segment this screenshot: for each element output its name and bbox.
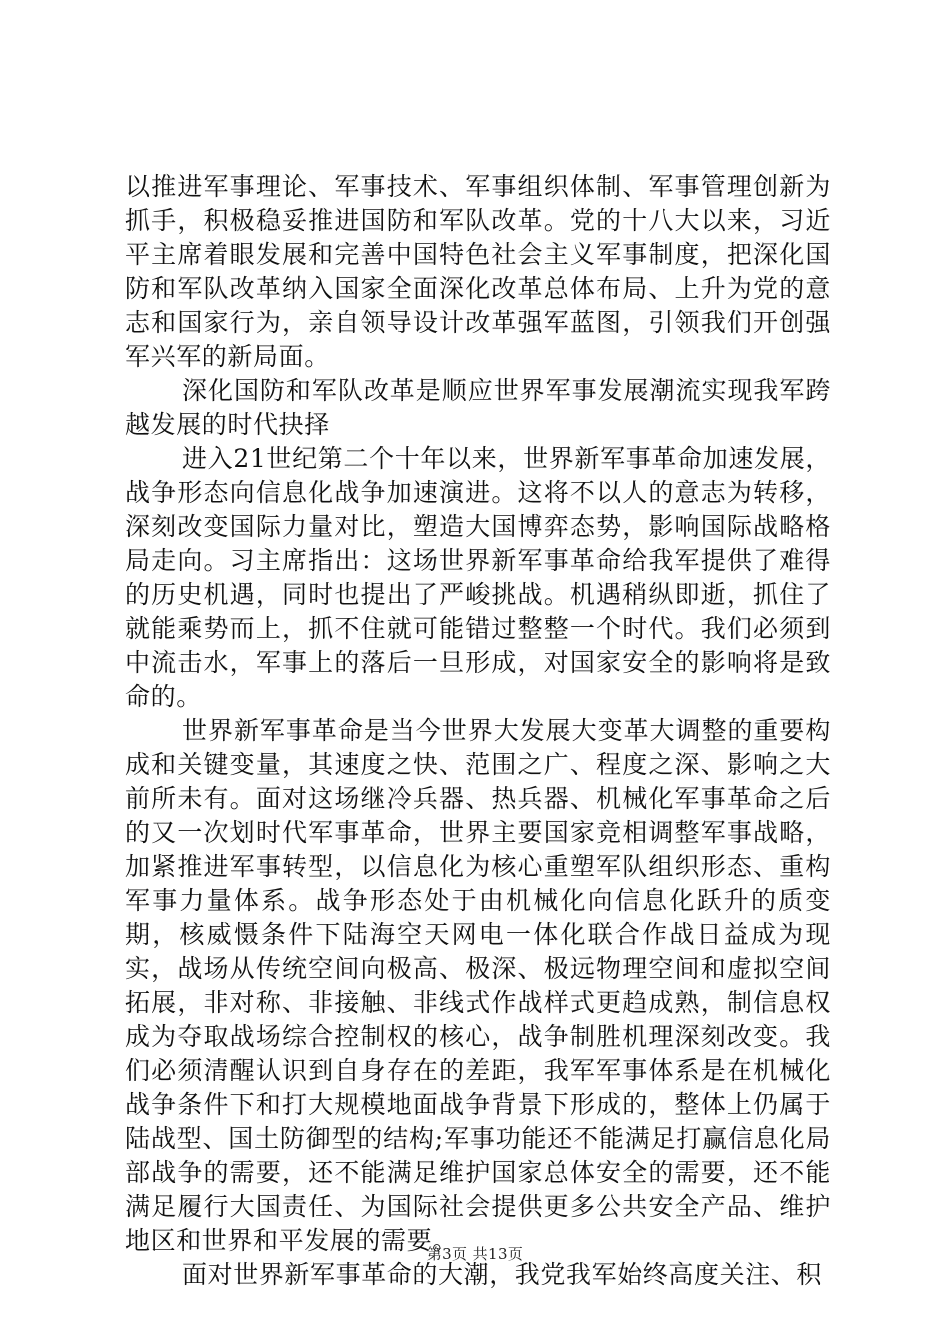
paragraph: 进入21世纪第二个十年以来，世界新军事革命加速发展，战争形态向信息化战争加速演进。这将不以人的意志为转移，深刻改变国际力量对比，塑造大国博弈态势，影响国际战略格局走向。习主席指出：这场世界新军事革命给我军提供了难得的历史机遇，同时也提出了严峻挑战。机遇稍纵即逝，抓住了就能乘势而上，抓不住就可能错过整整一个时代。我们必须到中流击水，军事上的落后一旦形成，对国家安全的影响将是致命的。 [125,444,831,711]
paragraph: 面对世界新军事革命的大潮，我党我军始终高度关注、积 [182,1260,823,1289]
paragraph-continuation: 以推进军事理论、军事技术、军事组织体制、军事管理创新为抓手，积极稳妥推进国防和军队改革。党的十八大以来，习近平主席着眼发展和完善中国特色社会主义军事制度，把深化国防和军队改革纳入国家全面深化改革总体布局、上升为党的意志和国家行为，亲自领导设计改革强军蓝图，引领我们开创强军兴军的新局面。 [125,172,831,371]
body-text [125,170,831,1292]
paragraph: 世界新军事革命是当今世界大发展大变革大调整的重要构成和关键变量，其速度之快、范围之广、程度之深、影响之大前所未有。面对这场继冷兵器、热兵器、机械化军事革命之后的又一次划时代军事革命，世界主要国家竞相调整军事战略，加紧推进军事转型，以信息化为核心重塑军队组织形态、重构军事力量体系。战争形态处于由机械化向信息化跃升的质变期，核威慑条件下陆海空天网电一体化联合作战日益成为现实，战场从传统空间向极高、极深、极远物理空间和虚拟空间拓展，非对称、非接触、非线式作战样式更趋成熟，制信息权成为夺取战场综合控制权的核心，战争制胜机理深刻改变。我们必须清醒认识到自身存在的差距，我军军事体系是在机械化战争条件下和打大规模地面战争背景下形成的，整体上仍属于陆战型、国土防御型的结构;军事功能还不能满足打赢信息化局部战争的需要，还不能满足维护国家总体安全的需要，还不能满足履行大国责任、为国际社会提供更多公共安全产品、维护地区和世界和平发展的需要。 [125,716,831,1255]
page-number-footer: 第3页 共13页 [426,1245,524,1263]
section-heading: 深化国防和军队改革是顺应世界军事发展潮流实现我军跨越发展的时代抉择 [125,376,831,439]
